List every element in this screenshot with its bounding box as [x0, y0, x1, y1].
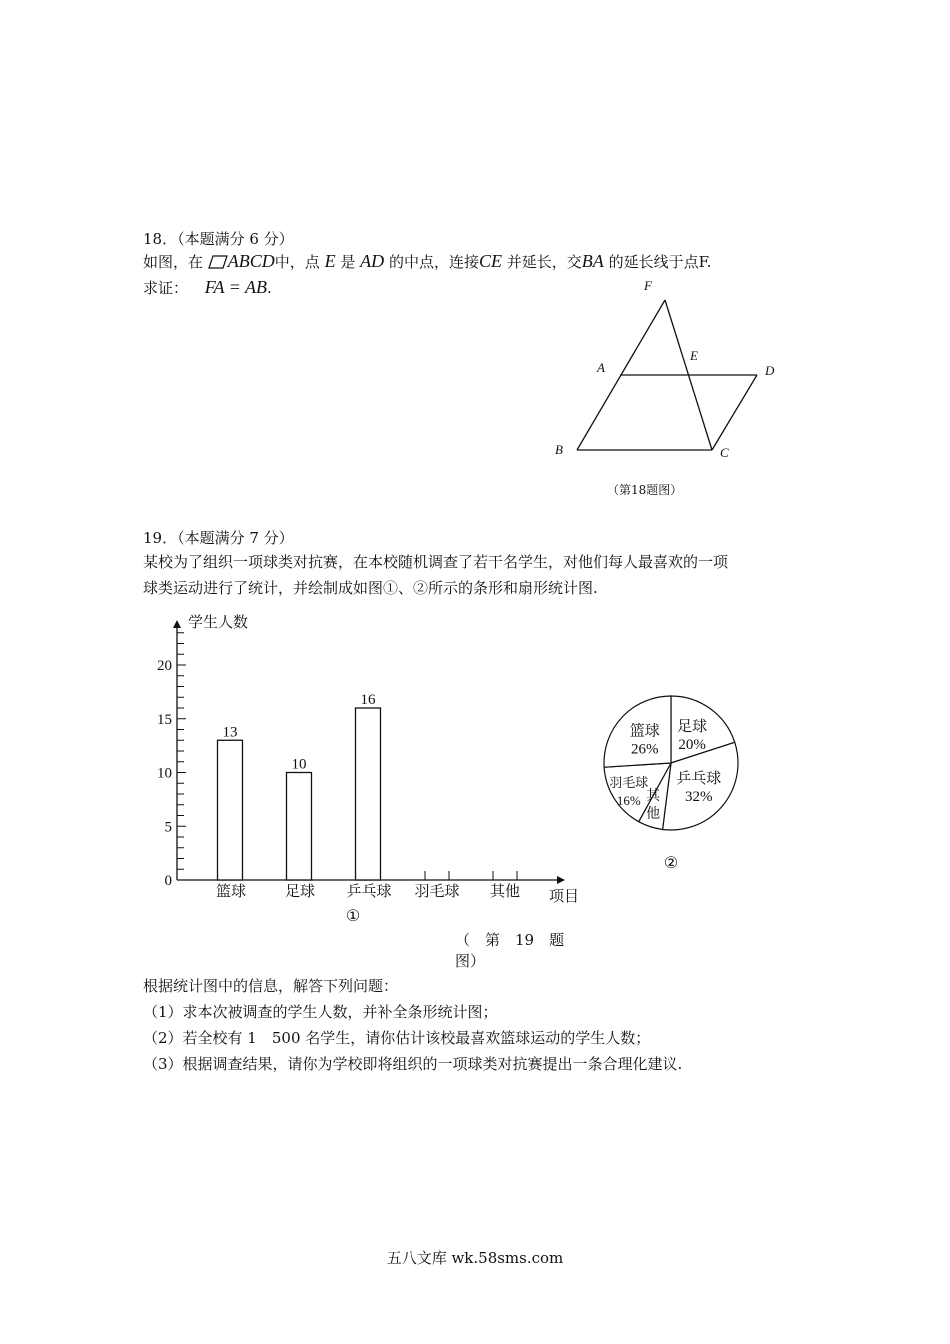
- q18-parallelogram-name: ABCD: [227, 251, 275, 271]
- pie-slice-percent: 32%: [684, 788, 713, 805]
- q19-header: 19．（本题满分 7 分）: [143, 529, 294, 547]
- bar-figure-label: ①: [345, 908, 361, 925]
- q18-prove-end: .: [266, 279, 272, 297]
- segment-dc: [712, 375, 757, 450]
- q18-segment-ce: CE: [478, 251, 502, 271]
- label-d: D: [765, 363, 775, 378]
- y-tick-label: 15: [157, 711, 172, 728]
- label-f: F: [644, 278, 652, 293]
- q18-text: 的中点，连接: [388, 253, 479, 271]
- q19-line2: 球类运动进行了统计，并绘制成如图①、②所示的条形和扇形统计图.: [143, 579, 598, 597]
- pie-slice-label: 足球: [677, 718, 708, 735]
- q18-figure: [540, 270, 800, 470]
- label-e: E: [690, 348, 698, 363]
- pie-slice-percent: 20%: [678, 736, 706, 753]
- q18-text: 是: [340, 253, 356, 271]
- x-axis-arrow: [557, 876, 565, 884]
- pie-slice-label: 乒乓球: [676, 770, 722, 787]
- q19-caption-line1: （ 第 19 题: [455, 931, 565, 949]
- x-category-label: 其他: [489, 884, 521, 900]
- pie-figure-label: ②: [663, 855, 679, 872]
- q18-text: 中，点: [274, 253, 320, 271]
- bar-value-label: 13: [222, 724, 238, 741]
- q18-prove: [143, 277, 272, 298]
- q18-text: 如图，在: [143, 253, 204, 271]
- q19-question-1: （1）求本次被调查的学生人数，并补全条形统计图；: [143, 1003, 498, 1021]
- pie-slice-label: 其: [646, 788, 661, 804]
- bar: [287, 773, 312, 881]
- q18-header: 18．（本题满分 6 分）: [143, 230, 294, 248]
- bar: [356, 708, 381, 880]
- q19-questions-intro: 根据统计图中的信息，解答下列问题：: [143, 977, 399, 995]
- q18-segment-ad: AD: [360, 251, 385, 271]
- pie-slice-label: 羽毛球: [609, 774, 649, 790]
- x-category-label: 篮球: [215, 884, 247, 900]
- pie-slice-label: 篮球: [629, 723, 660, 740]
- x-category-label: 足球: [284, 884, 316, 900]
- bar-value-label: 10: [291, 756, 307, 773]
- q18-text: 并延长，交: [506, 253, 582, 271]
- pie-slice-percent: 16%: [616, 792, 641, 808]
- page-footer: 五八文库 wk.58sms.com: [386, 1249, 564, 1267]
- q18-point-e: E: [324, 251, 336, 271]
- parallelogram-icon: [208, 255, 228, 273]
- y-tick-label: 5: [164, 819, 172, 836]
- q18-prove-expression: FA = AB: [204, 277, 267, 297]
- pie-chart: [596, 688, 756, 878]
- q18-segment-ba: BA: [581, 251, 604, 271]
- q19-question-3: （3）根据调查结果，请你为学校即将组织的一项球类对抗赛提出一条合理化建议.: [143, 1055, 683, 1073]
- q18-text: 的延长线于点F.: [608, 253, 712, 271]
- label-a: A: [597, 360, 605, 375]
- x-category-label: 羽毛球: [414, 884, 460, 900]
- q18-caption: （第18题图）: [607, 483, 683, 497]
- label-b: B: [555, 442, 563, 457]
- bar: [218, 740, 243, 880]
- q18-prove-label: 求证：: [143, 279, 189, 297]
- q19-line1: 某校为了组织一项球类对抗赛，在本校随机调查了若干名学生，对他们每人最喜欢的一项: [143, 553, 729, 571]
- label-c: C: [720, 445, 729, 460]
- pie-slice-percent: 26%: [631, 741, 659, 758]
- pie-slice-label: 他: [646, 806, 661, 822]
- q19-question-2: （2）若全校有 1 500 名学生，请你估计该校最喜欢篮球运动的学生人数；: [143, 1029, 651, 1047]
- y-axis-label: 学生人数: [188, 615, 249, 631]
- y-tick-label: 20: [157, 658, 172, 674]
- y-tick-label: 10: [157, 765, 172, 782]
- x-axis-label: 项目: [549, 889, 580, 905]
- q19-caption-line2: 图）: [455, 952, 486, 970]
- y-tick-label: 0: [164, 873, 172, 889]
- x-category-label: 乒乓球: [346, 884, 392, 900]
- bar-chart: [140, 605, 600, 935]
- bar-value-label: 16: [360, 692, 376, 708]
- y-axis-arrow: [173, 620, 181, 628]
